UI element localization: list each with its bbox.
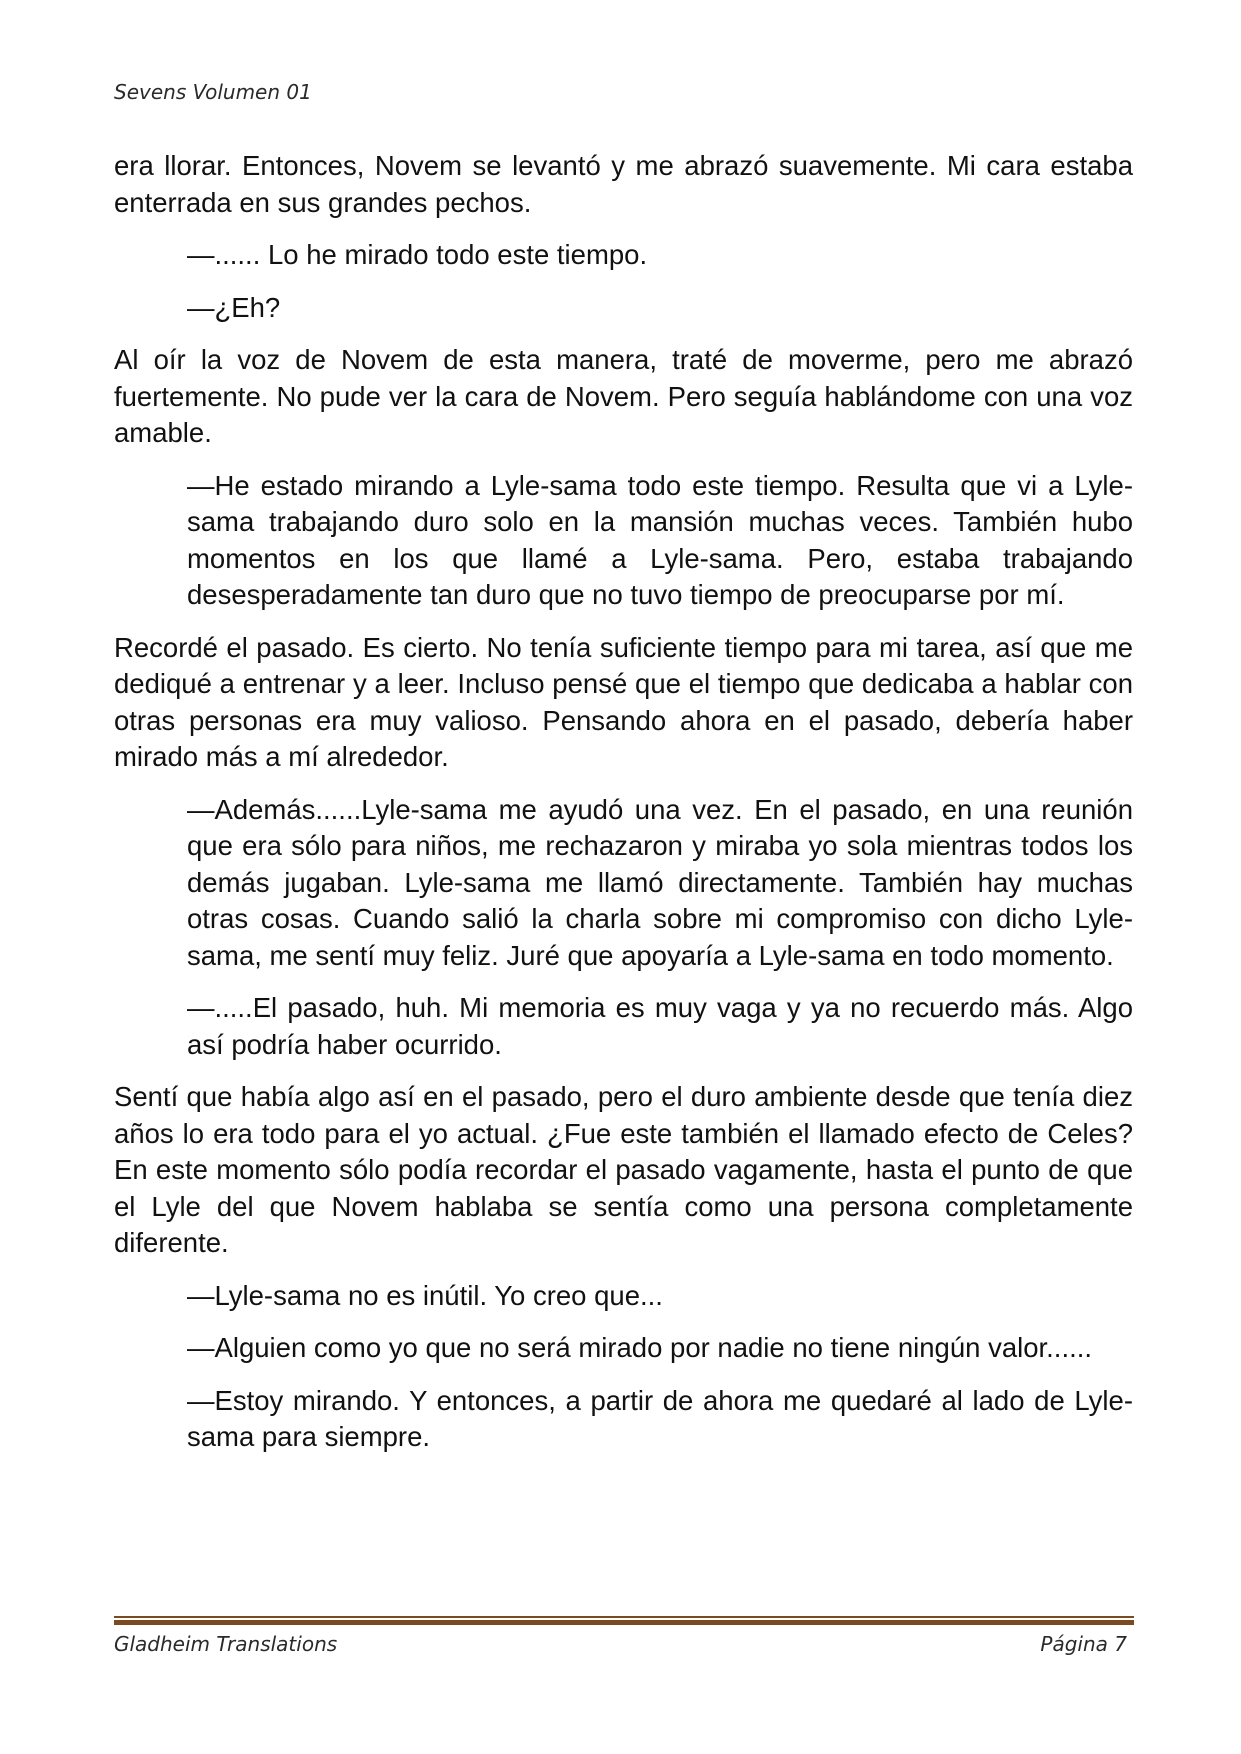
page-number: Página 7	[1040, 1632, 1127, 1656]
footer-divider-thick	[114, 1620, 1134, 1625]
dialogue-line: —Además......Lyle-sama me ayudó una vez. En el pasado, en una reunión que era sólo para niños, me rechazaron y miraba yo sola mientras todos los demás jugaban. Lyle-sama me llamó directamente. También hay muchas otras cosas. Cuando salió la charla sobre mi compromiso con dicho Lyle-sama, me sentí muy feliz. Juré que apoyaría a Lyle-sama en todo momento.	[187, 793, 1133, 971]
dialogue-line: —Estoy mirando. Y entonces, a partir de ahora me quedaré al lado de Lyle-sama para siempre.	[187, 1384, 1133, 1452]
paragraph: era llorar. Entonces, Novem se levantó y me abrazó suavemente. Mi cara estaba enterrada en sus grandes pechos.	[114, 150, 1133, 218]
dialogue-line: —Alguien como yo que no será mirado por nadie no tiene ningún valor......	[187, 1332, 1093, 1363]
dialogue-line: —.....El pasado, huh. Mi memoria es muy vaga y ya no recuerdo más. Algo así podría haber ocurrido.	[187, 992, 1133, 1060]
paragraph: Recordé el pasado. Es cierto. No tenía suficiente tiempo para mi tarea, así que me dediqué a entrenar y a leer. Incluso pensé que el tiempo que dedicaba a hablar con otras personas era muy valioso. Pensando ahora en el pasado, debería haber mirado más a mí alrededor.	[114, 631, 1133, 772]
page-body	[114, 148, 1133, 1472]
paragraph: Sentí que había algo así en el pasado, pero el duro ambiente desde que tenía diez años lo era todo para el yo actual. ¿Fue este también el llamado efecto de Celes? En este momento sólo podía recordar el pasado vagamente, hasta el punto de que el Lyle del que Novem hablaba se sentía como una persona completamente diferente.	[114, 1081, 1133, 1258]
running-header: Sevens Volumen 01	[114, 80, 312, 104]
dialogue-line: —¿Eh?	[187, 291, 281, 323]
footer-divider-thin	[114, 1616, 1134, 1618]
dialogue-line: —He estado mirando a Lyle-sama todo este tiempo. Resulta que vi a Lyle-sama trabajando duro solo en la mansión muchas veces. También hubo momentos en los que llamé a Lyle-sama. Pero, estaba trabajando desesperadamente tan duro que no tuvo tiempo de preocuparse por mí.	[187, 469, 1133, 610]
dialogue-line: —Lyle-sama no es inútil. Yo creo que...	[187, 1279, 663, 1311]
dialogue-line: —...... Lo he mirado todo este tiempo.	[187, 239, 648, 270]
footer-divider	[114, 1616, 1134, 1626]
footer-publisher: Gladheim Translations	[114, 1632, 338, 1656]
paragraph: Al oír la voz de Novem de esta manera, traté de moverme, pero me abrazó fuertemente. No pude ver la cara de Novem. Pero seguía hablándome con una voz amable.	[114, 344, 1133, 448]
